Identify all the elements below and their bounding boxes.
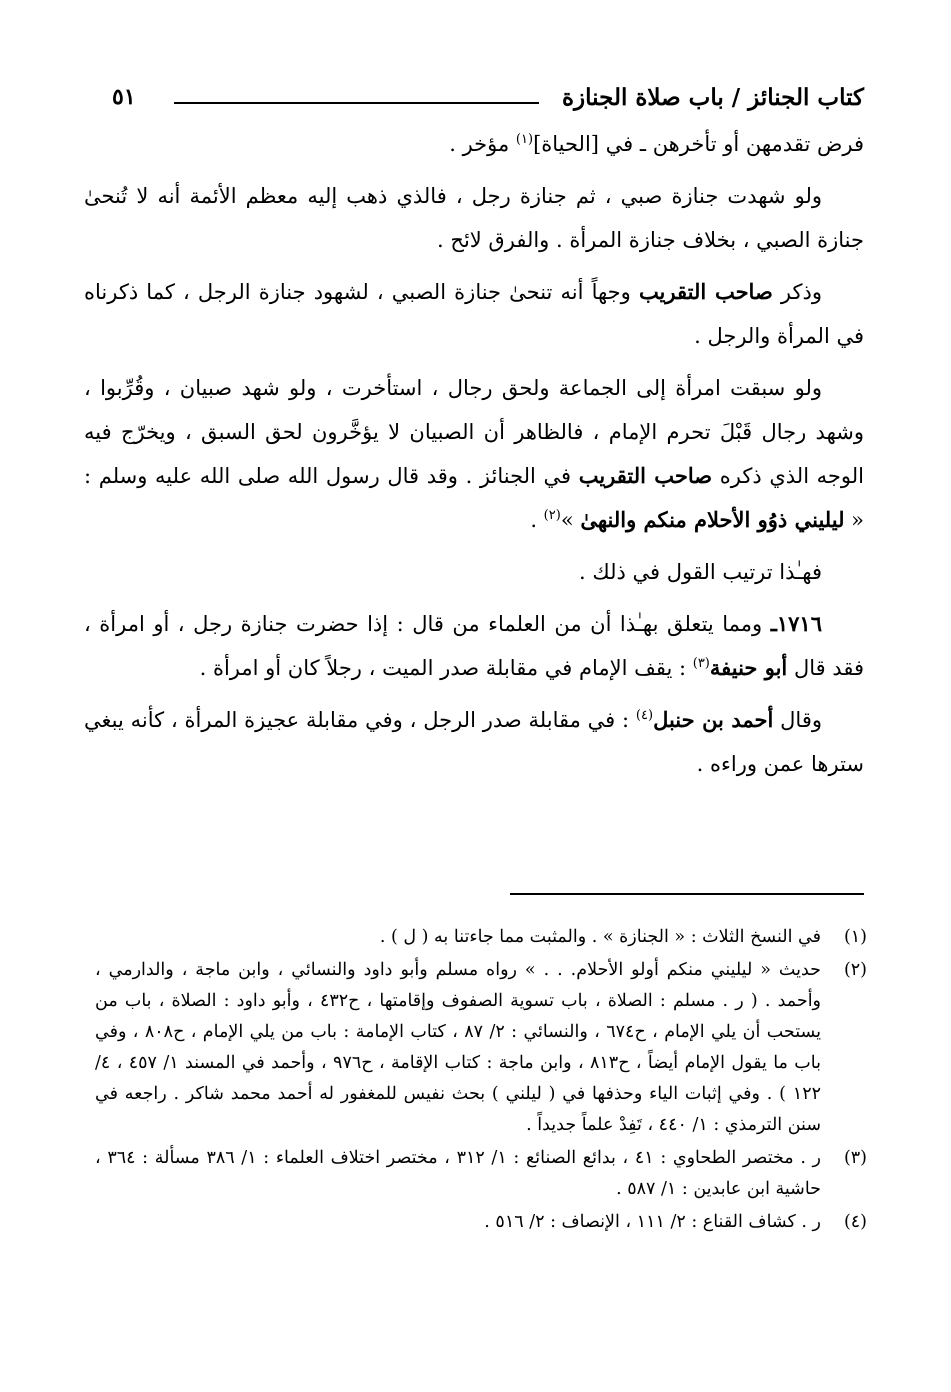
footnote-text: ر . مختصر الطحاوي : ٤١ ، بدائع الصنائع : ١/ ٣١٢ ، مختصر اختلاف العلماء : ١/ ٣٨٦ مسألة : ٣٦٤ ، حاشية ابن عابدين : ١/ ٥٨٧ . [95,1148,821,1199]
text-run: » [560,508,581,532]
author-name: أبو حنيفة [709,655,788,680]
text-run: ومما يتعلق بهـٰذا أن من العلماء من قال : إذا حضرت جنازة رجل ، أو امرأة ، فقد قال [84,612,864,680]
footnote-text: ر . كشاف القناع : ٢/ ١١١ ، الإنصاف : ٢/ ٥١٦ . [484,1212,821,1232]
footnote-ref-4: (٤) [635,708,654,723]
text-run: في الجنائز . وقد قال رسول الله صلى الله عليه وسلم : « [84,464,864,532]
footnote-number: (٣) [843,1148,867,1168]
chapter-title: كتاب الجنائز / باب صلاة الجنازة [562,84,864,111]
hadith-quote: ليليني ذوُو الأحلام منكم والنهىٰ [580,507,845,532]
footnote-ref-3: (٣) [692,656,710,671]
text-run: : في مقابلة صدر الرجل ، وفي مقابلة عجيزة المرأة ، كأنه يبغي سترها عمن وراءه . [84,708,864,776]
running-header [112,80,864,116]
author-name: صاحب التقريب [578,463,713,488]
paragraph-1716 [84,602,864,690]
text-run: . [530,508,544,532]
paragraph-precedence [84,366,864,542]
text-run: ولو سبقت امرأة إلى الجماعة ولحق رجال ، استأخرت ، ولو شهد صبيان ، وقُرِّبوا ، وشهد رجال قَبْلَ تحرم الإمام ، فالظاهر أن الصبيان لا يؤخَّرون لحق السبق ، ويخرّج فيه الوجه الذي ذكره [84,376,864,488]
paragraph-ahmad [84,698,864,786]
text-run: فرض تقدمهن أو تأخرهن ـ في [الحياة] [533,132,864,156]
footnote-ref-2: (٢) [543,508,561,523]
footnote-number: (٤) [843,1212,867,1232]
text-run: وجهاً أنه تنحىٰ جنازة الصبي ، لشهود جنازة الرجل ، كما ذكرناه في المرأة والرجل . [84,280,864,348]
footnote-separator [510,893,864,895]
text-run: مؤخر . [449,132,516,156]
footnote-ref-1: (١) [515,132,534,147]
footnotes [95,922,867,1240]
text-run: : يقف الإمام في مقابلة صدر الميت ، رجلاً كان أو امرأة . [199,656,693,680]
page-number: ٥١ [112,84,136,110]
header-rule [174,102,539,104]
paragraph-continuation [84,122,864,166]
main-text [84,122,864,794]
paragraph-taqrib [84,270,864,358]
issue-number: ١٧١٦ـ [770,611,822,636]
footnote-number: (٢) [843,960,867,980]
paragraph-summary: فهـٰذا ترتيب القول في ذلك . [579,560,822,584]
footnote-item [95,1143,867,1205]
footnote-number: (١) [843,927,867,947]
author-name: أحمد بن حنبل [653,707,774,732]
text-run: وقال [773,708,822,732]
footnote-item [95,955,867,1141]
footnote-item [95,922,867,953]
text-run: وذكر [772,280,822,304]
footnote-item [95,1207,867,1238]
author-name: صاحب التقريب [638,279,773,304]
footnote-text: في النسخ الثلاث : « الجنازة » . والمثبت مما جاءتنا به ( ل ) . [379,927,821,947]
footnote-text: حديث « ليليني منكم أولو الأحلام. . . » رواه مسلم وأبو داود والنسائي ، وابن ماجة ، والدارمي ، وأحمد . ( ر . مسلم : الصلاة ، باب تسوية الصفوف وإقامتها ، ح٤٣٢ ، وأبو داود : الصلاة ، باب من يستحب أن يلي الإمام ، ح٦٧٤ ، والنسائي : ٢/ ٨٧ ، كتاب الإمامة : باب من يلي الإمام ، ح٨٠٨ ، وفي باب ما يقول الإمام أيضاً ، ح٨١٣ ، وابن ماجة : كتاب الإقامة ، ح٩٧٦ ، وأحمد في المسند ١/ ٤٥٧ ، ٤/ ١٢٢ ) . وفي إثبات الياء وحذفها في ( ليلني ) بحث نفيس للمغفور له أحمد محمد شاكر . راجعه في سنن الترمذي : ١/ ٤٤٠ ، تَفِدْ علماً جديداً . [95,960,822,1135]
paragraph-child-funeral: ولو شهدت جنازة صبي ، ثم جنازة رجل ، فالذي ذهب إليه معظم الأئمة أنه لا تُنحىٰ جنازة الصبي ، بخلاف جنازة المرأة . والفرق لائح . [84,184,864,252]
